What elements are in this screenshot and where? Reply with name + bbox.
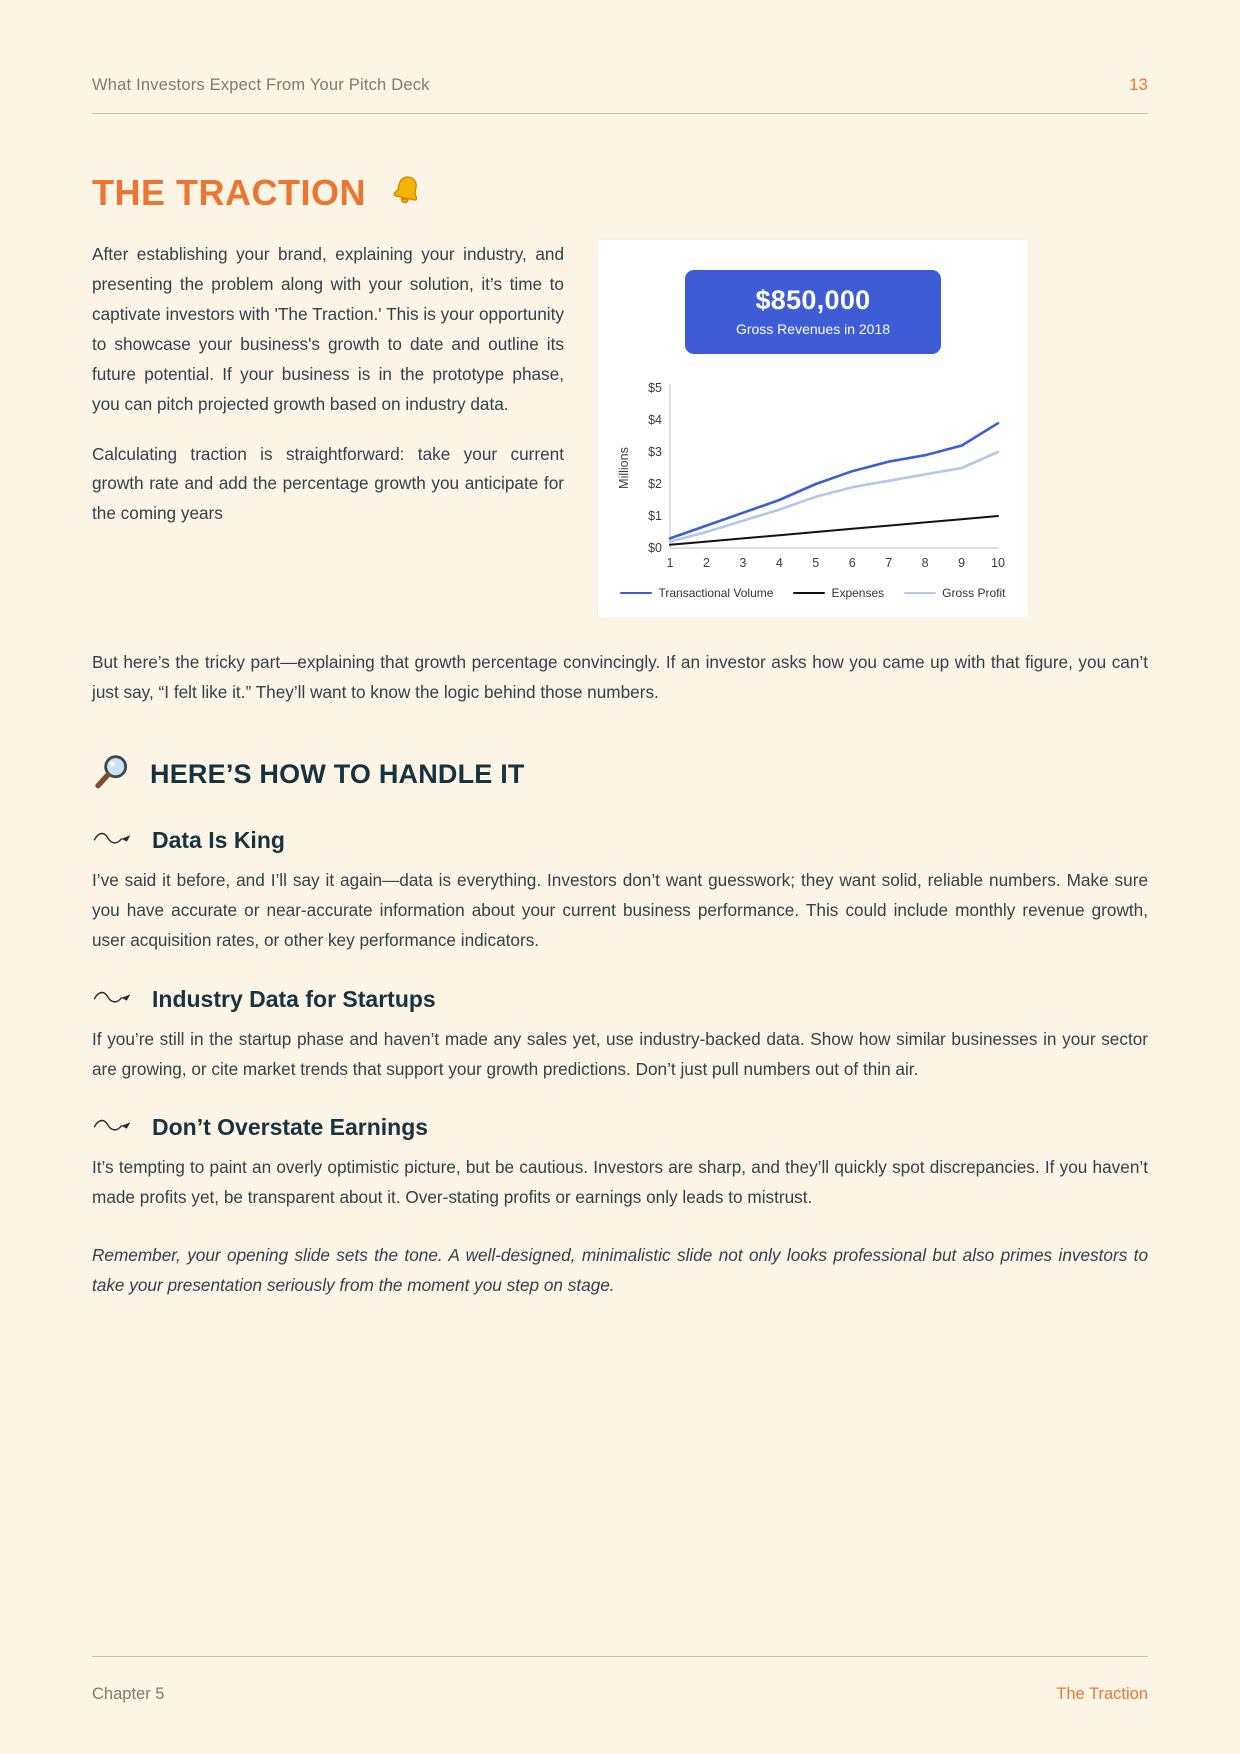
intro-paragraph: After establishing your brand, explaining your industry, and presenting the problem along with your solution, it’s time to captivate investors with 'The Traction.' This is your opportunity to showcase your business's growth to date and outline its future potential. If your business is in the prototype phase, you can pitch projected growth based on industry data. bbox=[92, 244, 564, 414]
svg-text:Millions: Millions bbox=[617, 447, 631, 489]
svg-text:$1: $1 bbox=[648, 509, 662, 523]
chart-card bbox=[598, 240, 1028, 618]
svg-text:10: 10 bbox=[991, 556, 1005, 570]
svg-text:2: 2 bbox=[702, 556, 710, 570]
subsection-heading-row bbox=[92, 986, 1148, 1013]
svg-text:9: 9 bbox=[958, 556, 966, 570]
svg-text:1: 1 bbox=[666, 556, 674, 570]
subsection-title: Industry Data for Startups bbox=[152, 985, 436, 1012]
section-heading-row bbox=[92, 752, 1148, 797]
pen-scribble-icon bbox=[92, 1116, 140, 1139]
subsection-title: Data Is King bbox=[152, 826, 285, 853]
intro-paragraph: Calculating traction is straightforward: take your current growth rate and add the percentage growth you anticipate for the coming years bbox=[92, 443, 564, 524]
legend-item bbox=[793, 586, 884, 600]
legend-swatch bbox=[904, 592, 936, 595]
legend-label: Expenses bbox=[831, 586, 885, 600]
svg-text:$3: $3 bbox=[648, 445, 662, 459]
pen-scribble-icon bbox=[92, 829, 140, 852]
chart-legend bbox=[598, 586, 1028, 600]
svg-text:5: 5 bbox=[812, 556, 820, 570]
page-footer bbox=[92, 1656, 1148, 1704]
legend-item bbox=[904, 586, 1005, 600]
chart-wrap bbox=[598, 378, 1028, 600]
closing-note: Remember, your opening slide sets the tone. A well-designed, minimalistic slide not only looks professional but also primes investors to take your presentation seriously from the moment you step on stage. bbox=[92, 1245, 1148, 1296]
footer-chapter: Chapter 5 bbox=[92, 1685, 165, 1703]
subsection-body: If you’re still in the startup phase and haven’t made any sales yet, use industry-backed data. Show how similar businesses in your sector are growing, or cite market trends that support your growth predictions. Don’t just pull numbers out of thin air. bbox=[92, 1028, 1148, 1079]
svg-text:7: 7 bbox=[885, 556, 893, 570]
pen-scribble-icon bbox=[92, 988, 140, 1011]
title-row bbox=[92, 172, 1148, 214]
magnifier-icon bbox=[92, 752, 132, 797]
svg-text:6: 6 bbox=[848, 556, 856, 570]
subsection-heading-row bbox=[92, 1114, 1148, 1141]
legend-item bbox=[620, 586, 773, 600]
subsection-title: Don’t Overstate Earnings bbox=[152, 1114, 429, 1141]
svg-text:8: 8 bbox=[921, 556, 929, 570]
svg-text:4: 4 bbox=[775, 556, 783, 570]
subsection-heading-row bbox=[92, 827, 1148, 854]
legend-swatch bbox=[793, 592, 825, 595]
page-header bbox=[92, 0, 1148, 95]
subsection-body: I’ve said it before, and I’ll say it again—data is everything. Investors don’t want guesswork; they want solid, reliable numbers. Make sure you have accurate or near-accurate information about your current business performance. This could include monthly revenue growth, user acquisition rates, or other key performance indicators. bbox=[92, 869, 1148, 950]
page-title: THE TRACTION bbox=[92, 172, 366, 213]
svg-text:3: 3 bbox=[739, 556, 747, 570]
header-divider bbox=[92, 113, 1148, 114]
two-column-section bbox=[92, 240, 1148, 618]
revenue-label: Gross Revenues in 2018 bbox=[735, 321, 891, 337]
svg-text:$2: $2 bbox=[648, 477, 662, 491]
tricky-paragraph: But here’s the tricky part—explaining that growth percentage convincingly. If an investor asks how you came up with that figure, you can’t just say, “I felt like it.” They’ll want to know the logic behind those numbers. bbox=[92, 652, 1148, 702]
svg-text:$0: $0 bbox=[648, 541, 662, 555]
legend-label: Gross Profit bbox=[942, 586, 1006, 600]
svg-text:$4: $4 bbox=[648, 413, 662, 427]
running-title: What Investors Expect From Your Pitch Deck bbox=[92, 76, 430, 94]
legend-label: Transactional Volume bbox=[658, 586, 774, 600]
svg-text:$5: $5 bbox=[648, 381, 662, 395]
bell-icon bbox=[384, 169, 428, 217]
footer-divider bbox=[92, 1656, 1148, 1657]
footer-section: The Traction bbox=[1056, 1685, 1148, 1703]
traction-chart bbox=[612, 378, 1014, 578]
revenue-callout bbox=[685, 270, 941, 354]
revenue-value: $850,000 bbox=[755, 285, 871, 315]
intro-column bbox=[92, 240, 564, 618]
subsection-body: It’s tempting to paint an overly optimistic picture, but be cautious. Investors are sharp, and they’ll quickly spot discrepancies. If you haven’t made profits yet, be transparent about it. Over-stating profits or earnings only leads to mistrust. bbox=[92, 1157, 1148, 1208]
legend-swatch bbox=[620, 592, 652, 595]
page-number: 13 bbox=[1129, 76, 1148, 94]
section-title: HERE’S HOW TO HANDLE IT bbox=[150, 758, 525, 789]
